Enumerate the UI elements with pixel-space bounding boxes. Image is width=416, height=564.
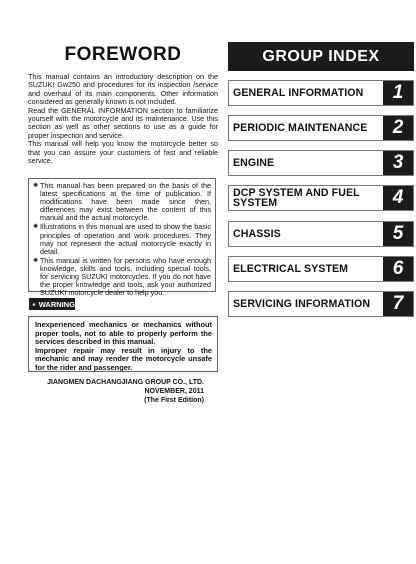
note-text: Illustrations in this manual are used to show the basic principles of operation and work procedures. They may not represent the actual motorcycle exactly in detail. [40,222,211,256]
bullet-icon: ✺ [33,183,39,189]
group-index-title: GROUP INDEX [228,42,414,71]
intro-paragraph: Read the GENERAL INFORMATION section to familiarize yourself with the motorcycle and its maintenance. Use this section as well as other sections to use as a guide for proper inspection and service. [28,105,218,140]
note-text: This manual is written for persons who have enough knowledge, skills and tools, including special tools, for servicing SUZUKI motorcycles. If you do not have the proper knowledge and tools, ask your authorized SUZUKI motorcycle dealer to help you. [40,255,211,298]
index-item-number: 4 [383,186,413,210]
index-item-number: 3 [383,151,413,175]
note-item [33,223,211,255]
index-item-label: SERVICING INFORMATION [233,298,371,310]
bullet-icon: ✺ [33,224,39,231]
index-item-periodic-maintenance[interactable] [228,115,414,141]
index-item-servicing-information[interactable] [228,291,414,317]
index-item-engine[interactable] [228,150,414,176]
foreword-title: FOREWORD [64,44,182,65]
warning-triangle-icon [32,300,36,308]
index-item-number: 1 [383,81,413,105]
edition: (The First Edition) [144,397,204,405]
warning-label: WARNING [38,299,75,309]
index-item-label: CHASSIS [233,228,281,240]
index-item-number: 5 [383,222,413,246]
index-item-label: PERIODIC MAINTENANCE [233,122,368,134]
index-item-label: DCP SYSTEM AND FUEL SYSTEM [233,187,360,209]
index-item-dcp-fuel-system[interactable] [228,185,414,211]
intro-paragraph: This manual will help you know the motorcycle better so that you can assure your customers of fast and reliable service. [28,139,218,166]
index-item-label: ELECTRICAL SYSTEM [233,263,349,275]
note-item [33,182,211,222]
note-item [33,257,211,297]
index-item-chassis[interactable] [228,221,414,247]
bullet-icon: ✺ [33,257,39,264]
warning-box [28,316,218,372]
intro-text [28,73,218,165]
index-item-label: ENGINE [233,157,275,169]
warning-badge [29,298,75,310]
publication-date: NOVEMBER, 2011 [144,388,204,396]
index-item-number: 6 [383,257,413,281]
publisher-block [28,378,204,406]
warning-paragraph: Improper repair may result in injury to the mechanic and may render the motorcycle unsafe for the rider and passenger. [35,345,212,372]
index-item-number: 7 [383,292,413,316]
warning-paragraph: Inexperienced mechanics or mechanics without proper tools, not to able to properly perform the services described in this manual. [35,320,212,347]
intro-paragraph: This manual contains an introductory description on the SUZUKI Gw250 and procedures for its inspection /service and overhaul of its main components. Other information considered as generally known is not included. [28,72,218,107]
index-item-general-information[interactable] [228,80,414,106]
index-item-number: 2 [383,116,413,140]
notes-box [28,178,216,298]
index-item-electrical-system[interactable] [228,256,414,282]
company-name: JIANGMEN DACHANGJIANG GROUP CO., LTD. [47,379,204,386]
note-text: This manual has been prepared on the basis of the latest specifications at the time of publication. If modifications have been made since then, differences may exist between the content of this manual and the actual motorcycle. [40,181,211,223]
index-item-label: GENERAL INFORMATION [233,87,364,99]
